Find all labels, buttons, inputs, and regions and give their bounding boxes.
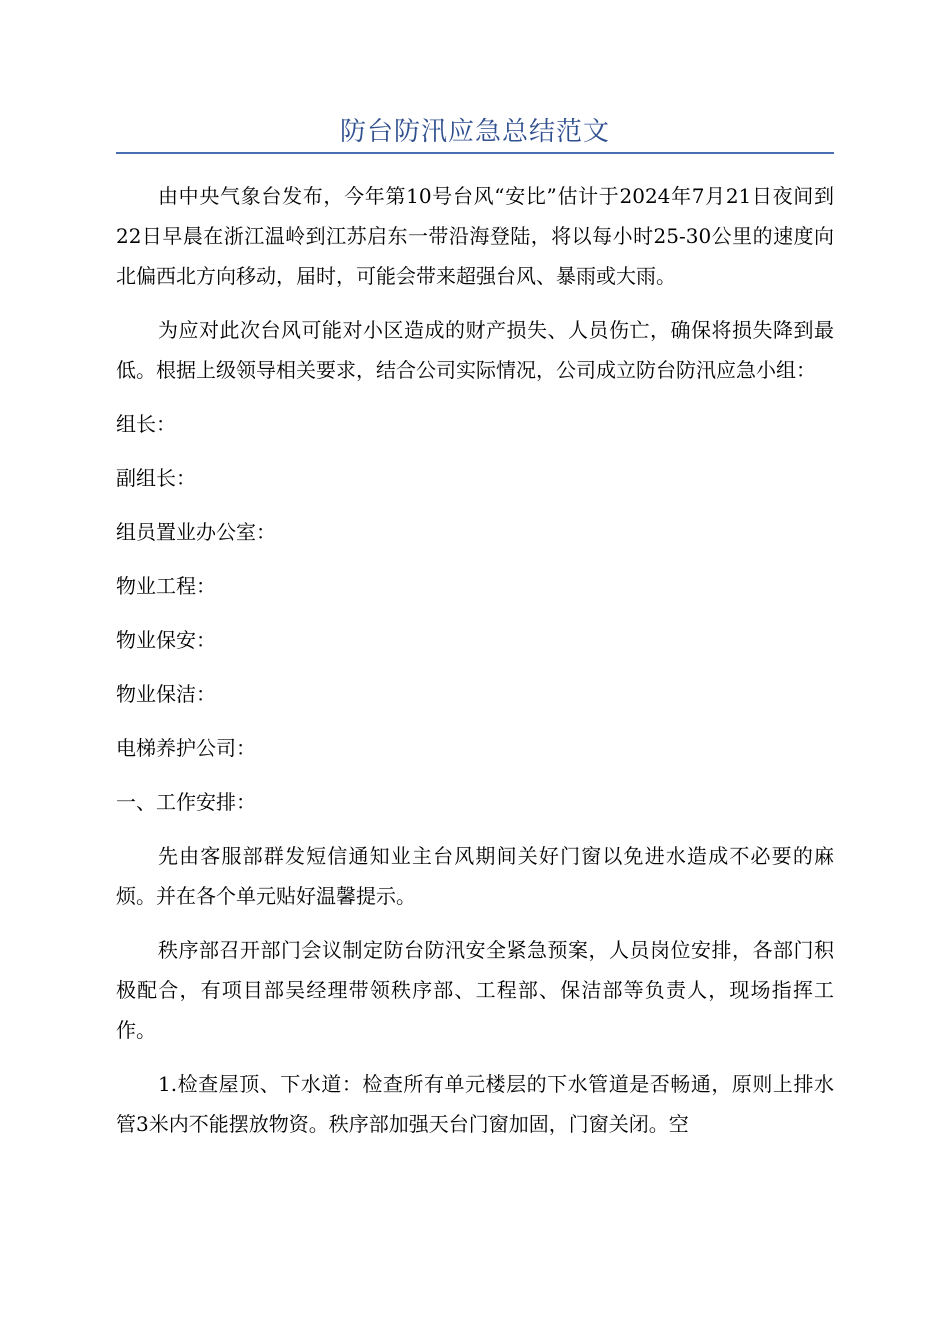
document-body: [116, 176, 834, 1158]
paragraph-emergency-group: 为应对此次台风可能对小区造成的财产损失、人员伤亡，确保将损失降到最低。根据上级领导相关要求，结合公司实际情况，公司成立防台防汛应急小组：: [116, 318, 834, 382]
line-members-office: 组员置业办公室：: [116, 520, 276, 544]
paragraph-roof-drain-check: 1.检查屋顶、下水道：检查所有单元楼层的下水管道是否畅通，原则上排水管3米内不能摆放物资。秩序部加强天台门窗加固，门窗关闭。空: [116, 1072, 834, 1136]
line-deputy-leader: 副组长：: [116, 466, 196, 490]
document-title: 防台防汛应急总结范文: [339, 117, 610, 147]
line-elevator-company: 电梯养护公司：: [116, 736, 256, 760]
paragraph-customer-service: 先由客服部群发短信通知业主台风期间关好门窗以免进水造成不必要的麻烦。并在各个单元贴好温馨提示。: [116, 844, 834, 908]
line-property-cleaning: 物业保洁：: [116, 682, 216, 706]
paragraph-order-department: 秩序部召开部门会议制定防台防汛安全紧急预案，人员岗位安排，各部门积极配合，有项目部吴经理带领秩序部、工程部、保洁部等负责人，现场指挥工作。: [116, 938, 834, 1042]
section-heading-work-arrangement: 一、工作安排：: [116, 790, 256, 814]
line-group-leader: 组长：: [116, 412, 176, 436]
paragraph-typhoon-notice: 由中央气象台发布，今年第10号台风“安比”估计于2024年7月21日夜间到22日早晨在浙江温岭到江苏启东一带沿海登陆，将以每小时25-30公里的速度向北偏西北方向移动，届时，可能会带来超强台风、暴雨或大雨。: [116, 184, 834, 288]
line-property-security: 物业保安：: [116, 628, 216, 652]
line-property-engineering: 物业工程：: [116, 574, 216, 598]
title-underline: [116, 152, 834, 154]
